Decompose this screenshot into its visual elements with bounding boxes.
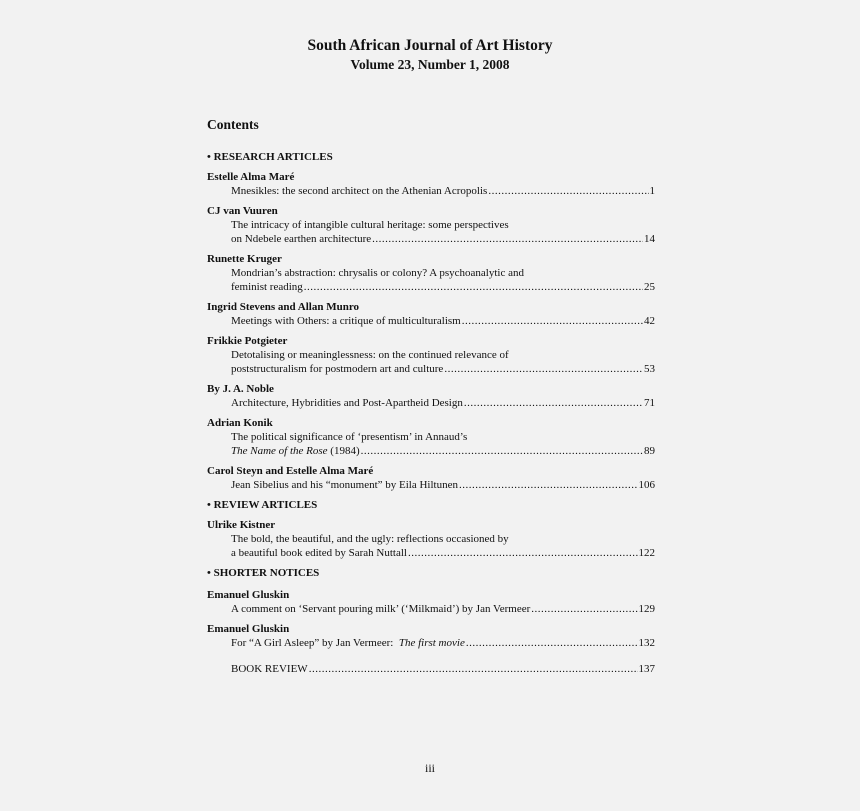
entry-author: Emanuel Gluskin bbox=[207, 623, 290, 635]
entry-title bbox=[231, 444, 360, 458]
entry-author: CJ van Vuuren bbox=[207, 205, 278, 217]
section-shorter-notices: • SHORTER NOTICES bbox=[207, 567, 320, 579]
entry-author: Emanuel Gluskin bbox=[207, 589, 290, 601]
journal-volume: Volume 23, Number 1, 2008 bbox=[350, 57, 510, 72]
entry-page: 14 bbox=[644, 233, 655, 245]
entry-author: Runette Kruger bbox=[207, 253, 282, 265]
section-research-articles: • RESEARCH ARTICLES bbox=[207, 151, 333, 163]
entry-page: 1 bbox=[649, 185, 655, 197]
entry-page: 122 bbox=[638, 547, 655, 559]
entry-page: 71 bbox=[644, 397, 655, 409]
entry-title-line: The bold, the beautiful, and the ugly: reflections occasioned by bbox=[231, 533, 509, 545]
entry-title-line: Detotalising or meaninglessness: on the continued relevance of bbox=[231, 349, 509, 361]
contents-heading: Contents bbox=[207, 117, 259, 132]
toc-entry bbox=[207, 204, 655, 246]
entry-page: 53 bbox=[644, 363, 655, 375]
toc-entry bbox=[207, 334, 655, 376]
entry-title-line[interactable] bbox=[207, 314, 655, 328]
entry-title: Mnesikles: the second architect on the Athenian Acropolis bbox=[231, 185, 488, 197]
entry-title-line[interactable] bbox=[207, 396, 655, 410]
entry-title-line[interactable] bbox=[207, 184, 655, 198]
entry-title-line[interactable] bbox=[207, 546, 655, 560]
toc-entry bbox=[207, 252, 655, 294]
entry-title: A comment on ‘Servant pouring milk’ (‘Milkmaid’) by Jan Vermeer bbox=[231, 603, 531, 615]
entry-page: 89 bbox=[644, 445, 655, 457]
entry-title: on Ndebele earthen architecture bbox=[231, 233, 372, 245]
book-review-page: 137 bbox=[638, 663, 655, 675]
entry-title: poststructuralism for postmodern art and culture bbox=[231, 363, 444, 375]
page-number: iii bbox=[424, 761, 435, 775]
entry-title-italic: The first movie bbox=[398, 637, 465, 649]
entry-author: Carol Steyn and Estelle Alma Maré bbox=[207, 465, 374, 477]
entry-page: 132 bbox=[638, 637, 655, 649]
entry-title-line[interactable] bbox=[207, 362, 655, 376]
entry-author: By J. A. Noble bbox=[207, 383, 274, 395]
toc-entry bbox=[207, 588, 655, 616]
entry-title bbox=[231, 636, 465, 650]
entry-title-line[interactable] bbox=[207, 636, 655, 650]
entry-page: 129 bbox=[638, 603, 655, 615]
entry-page: 106 bbox=[638, 479, 655, 491]
toc-entry bbox=[207, 518, 655, 560]
entry-title-line: Mondrian’s abstraction: chrysalis or colony? A psychoanalytic and bbox=[231, 267, 524, 279]
toc-entry bbox=[207, 300, 655, 328]
book-review-label: BOOK REVIEW bbox=[231, 663, 308, 675]
entry-title-line[interactable] bbox=[207, 280, 655, 294]
toc-entry bbox=[207, 170, 655, 198]
entry-title: Meetings with Others: a critique of multiculturalism bbox=[231, 315, 461, 327]
entry-author: Adrian Konik bbox=[207, 417, 273, 429]
entry-title-line[interactable] bbox=[207, 444, 655, 458]
book-review-line[interactable] bbox=[207, 662, 655, 676]
journal-title: South African Journal of Art History bbox=[307, 37, 553, 54]
entry-author: Ulrike Kistner bbox=[207, 519, 276, 531]
entry-page: 42 bbox=[644, 315, 655, 327]
entry-title: feminist reading bbox=[231, 281, 303, 293]
entry-title-line: The intricacy of intangible cultural heritage: some perspectives bbox=[231, 219, 509, 231]
entry-title: Jean Sibelius and his “monument” by Eila Hiltunen bbox=[231, 479, 458, 491]
toc-entry bbox=[207, 416, 655, 458]
entry-title: Architecture, Hybridities and Post-Apartheid Design bbox=[231, 397, 463, 409]
entry-title-italic: The Name of the Rose bbox=[231, 445, 328, 457]
entry-title-plain: For “A Girl Asleep” by Jan Vermeer: bbox=[231, 637, 399, 649]
entry-title: a beautiful book edited by Sarah Nuttall bbox=[231, 547, 407, 559]
toc-entry bbox=[207, 464, 655, 492]
entry-title-line[interactable] bbox=[207, 602, 655, 616]
section-review-articles: • REVIEW ARTICLES bbox=[207, 499, 318, 511]
entry-title-line[interactable] bbox=[207, 478, 655, 492]
table-of-contents bbox=[207, 150, 655, 676]
toc-entry bbox=[207, 622, 655, 650]
entry-title-line[interactable] bbox=[207, 232, 655, 246]
entry-page: 25 bbox=[644, 281, 655, 293]
entry-author: Estelle Alma Maré bbox=[207, 171, 295, 183]
toc-entry bbox=[207, 382, 655, 410]
entry-title-line: The political significance of ‘presentism’ in Annaud’s bbox=[231, 431, 468, 443]
entry-author: Frikkie Potgieter bbox=[207, 335, 288, 347]
entry-author: Ingrid Stevens and Allan Munro bbox=[207, 301, 360, 313]
entry-title-rest: (1984) bbox=[327, 445, 360, 457]
